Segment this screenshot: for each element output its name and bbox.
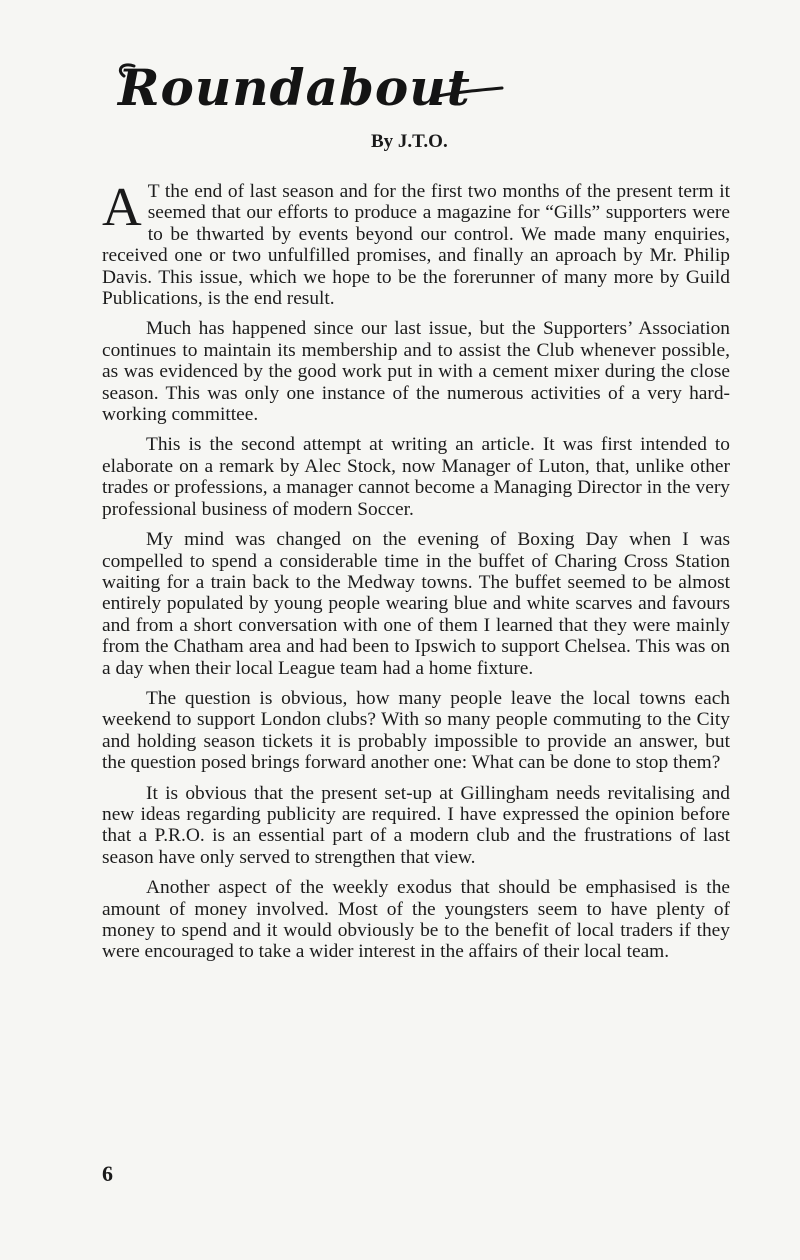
paragraph-7: Another aspect of the weekly exodus that should be emphasised is the amount of money involved. Most of the youngsters seem to have plenty of money to spend and it would obviously be to the benefit of local traders if they were encouraged to take a wider interest in the affairs of their local team. bbox=[102, 877, 730, 963]
drop-cap: A bbox=[102, 176, 142, 237]
paragraph-1 bbox=[102, 176, 730, 310]
paragraph-3: This is the second attempt at writing an article. It was first intended to elaborate on a remark by Alec Stock, now Manager of Luton, that, unlike other trades or professions, a manager cannot become a Managing Director in the very professional business of modern Soccer. bbox=[102, 434, 730, 520]
paragraph-6: It is obvious that the present set-up at Gillingham needs revitalising and new ideas regarding publicity are required. I have expressed the opinion before that a P.R.O. is an essential part of a modern club and the frustrations of last season have only served to strengthen that view. bbox=[102, 782, 730, 868]
paragraph-1-text: T the end of last season and for the first two months of the present term it seemed that our efforts to produce a magazine for “Gills” supporters were to be thwarted by events beyond our control. We made many enquiries, received one or two unfulfilled promises, and finally an aproach by Mr. Philip Davis. This issue, which we hope to be the forerunner of many more by Guild Publications, is the end result. bbox=[102, 181, 730, 310]
article-title: Roundabout bbox=[118, 58, 471, 117]
paragraph-2: Much has happened since our last issue, but the Supporters’ Association continues to maintain its membership and to assist the Club whenever possible, as was evidenced by the good work put in with a cement mixer during the close season. This was only one instance of the numerous activities of a very hard-working committee. bbox=[102, 318, 730, 426]
article-title-block bbox=[108, 52, 528, 132]
article-body bbox=[102, 176, 730, 972]
page-number: 6 bbox=[102, 1161, 113, 1186]
paragraph-5: The question is obvious, how many people leave the local towns each weekend to support London clubs? With so many people commuting to the City and holding season tickets it is probably impossible to provide an answer, but the question posed brings forward another one: What can be done to stop them? bbox=[102, 687, 730, 774]
paragraph-4: My mind was changed on the evening of Boxing Day when I was compelled to spend a considerable time in the buffet of Charing Cross Station waiting for a train back to the Medway towns. The buffet seemed to be almost entirely populated by young people wearing blue and white scarves and favours and from a short conversation with one of them I learned that they were mainly from the Chatham area and had been to Ipswich to support Chelsea. This was on a day when their local League team had a home fixture. bbox=[102, 529, 730, 679]
article-byline: By J.T.O. bbox=[371, 131, 448, 152]
